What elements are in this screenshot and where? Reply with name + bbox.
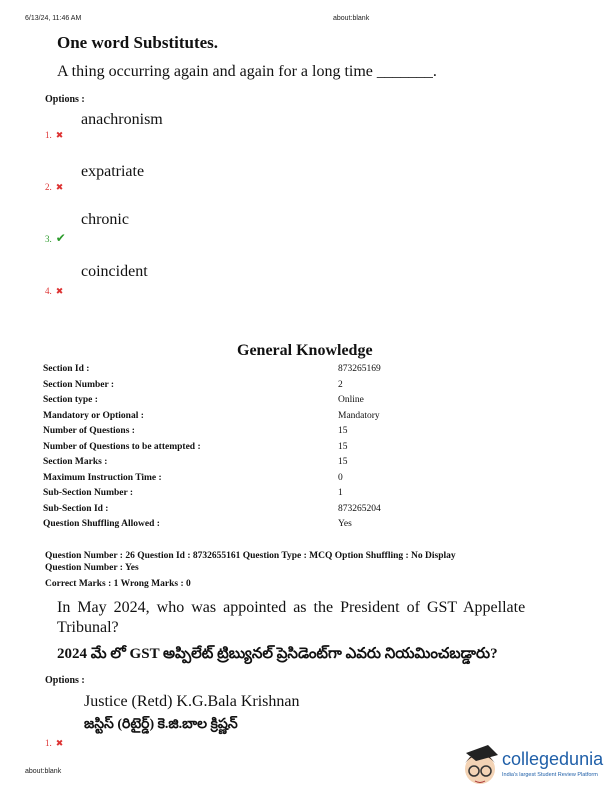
brand-tagline: India's largest Student Review Platform xyxy=(502,772,598,778)
section-field-value: Yes xyxy=(338,519,352,529)
option-number: 1. xyxy=(45,130,52,140)
section-field-label: Section type : xyxy=(43,395,98,405)
section-field-label: Maximum Instruction Time : xyxy=(43,472,162,483)
question-text: A thing occurring again and again for a long time _______. xyxy=(57,63,437,80)
question-marks: Correct Marks : 1 Wrong Marks : 0 xyxy=(45,579,191,589)
print-url: about:blank xyxy=(333,15,370,22)
wrong-icon: ✖ xyxy=(55,130,64,140)
section-field-label: Question Shuffling Allowed : xyxy=(43,519,160,529)
mascot-logo-icon xyxy=(460,743,500,789)
wrong-icon: ✖ xyxy=(55,182,64,192)
check-icon: ✔ xyxy=(55,231,66,245)
section-field-label: Number of Questions to be attempted : xyxy=(43,441,201,452)
section-field-value: 15 xyxy=(338,441,348,452)
option-text: coincident xyxy=(81,263,148,280)
option-1[interactable] xyxy=(45,733,63,751)
footer-url: about:blank xyxy=(25,768,62,775)
option-3[interactable] xyxy=(45,229,66,247)
option-number: 2. xyxy=(45,182,52,192)
option-text: chronic xyxy=(81,211,129,228)
option-text: expatriate xyxy=(81,163,145,180)
option-number: 3. xyxy=(45,234,52,244)
question-text-te: 2024 మే లో GST అప్పిలేట్ ట్రిబ్యునల్ ప్రెసిడెంట్‌గా ఎవరు నియమించబడ్డారు? xyxy=(57,646,498,662)
section-title: General Knowledge xyxy=(237,342,373,359)
options-label: Options : xyxy=(45,675,85,686)
question-meta-2: Question Number : Yes xyxy=(45,563,139,573)
section-field-label: Number of Questions : xyxy=(43,426,135,436)
question-meta: Question Number : 26 Question Id : 8732655161 Question Type : MCQ Option Shuffling : No Display xyxy=(45,551,456,561)
wrong-icon: ✖ xyxy=(55,286,64,296)
section-field-label: Section Number : xyxy=(43,379,115,390)
section-field-value: 873265204 xyxy=(338,503,381,514)
section-field-value: 15 xyxy=(338,426,348,436)
section-field-value: 0 xyxy=(338,472,343,483)
section-field-value: 1 xyxy=(338,488,343,498)
question-text-en-2: Tribunal? xyxy=(57,619,119,636)
section-field-value: 2 xyxy=(338,379,343,390)
section-field-label: Mandatory or Optional : xyxy=(43,410,144,421)
section-field-label: Section Id : xyxy=(43,364,90,374)
section-field-label: Section Marks : xyxy=(43,457,108,467)
option-text-en: Justice (Retd) K.G.Bala Krishnan xyxy=(84,693,300,710)
option-4[interactable] xyxy=(45,281,63,299)
section-field-value: Online xyxy=(338,395,364,405)
section-field-label: Sub-Section Id : xyxy=(43,503,109,514)
print-datetime: 6/13/24, 11:46 AM xyxy=(25,15,82,22)
options-label: Options : xyxy=(45,94,85,105)
question-title: One word Substitutes. xyxy=(57,33,219,52)
section-field-value: 15 xyxy=(338,457,348,467)
option-number: 1. xyxy=(45,738,52,748)
option-1[interactable] xyxy=(45,125,63,143)
option-number: 4. xyxy=(45,286,52,296)
section-field-value: 873265169 xyxy=(338,364,381,374)
section-field-label: Sub-Section Number : xyxy=(43,488,134,498)
option-2[interactable] xyxy=(45,177,63,195)
collegedunia-watermark xyxy=(460,743,612,791)
option-text: anachronism xyxy=(81,111,163,128)
question-text-en: In May 2024, who was appointed as the President of GST Appellate xyxy=(57,599,526,616)
wrong-icon: ✖ xyxy=(55,738,64,748)
brand-name: collegedunia xyxy=(502,749,604,769)
option-text-te: జస్టిస్ (రిటైర్డ్) కె.జి.బాల క్రిష్ణన్ xyxy=(84,717,238,732)
section-field-value: Mandatory xyxy=(338,410,380,421)
